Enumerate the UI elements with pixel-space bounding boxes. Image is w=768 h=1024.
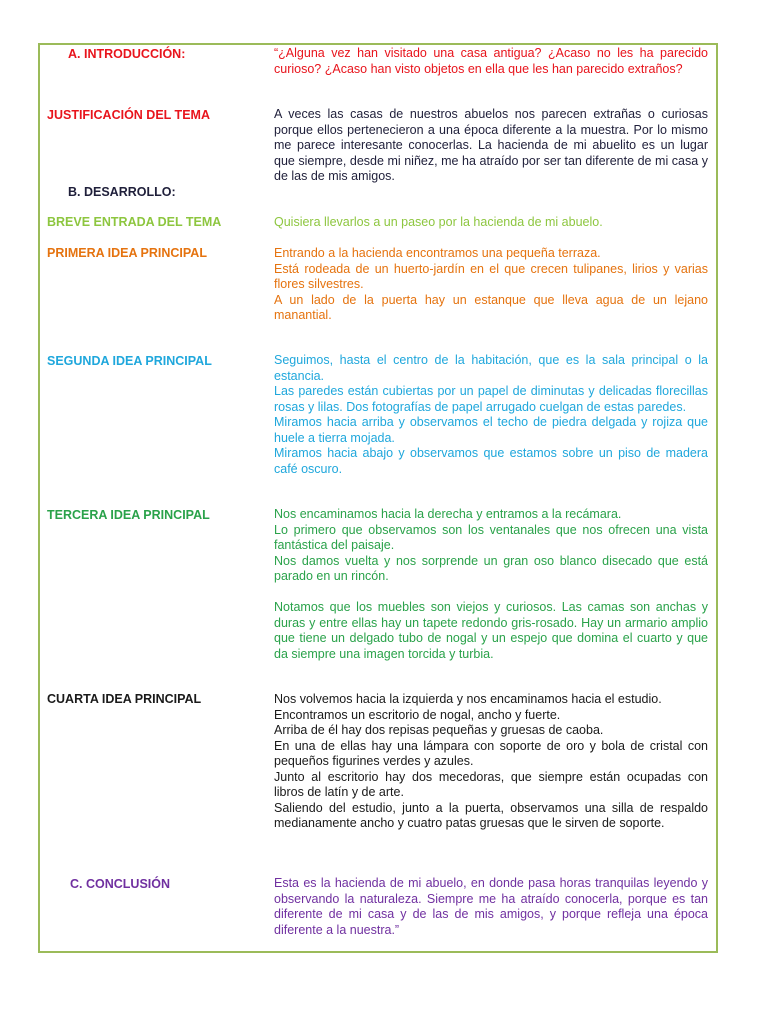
- text-breve-entrada: [274, 215, 708, 231]
- paragraph: Notamos que los muebles son viejos y curiosos. Las camas son anchas y duras y entre ellas hay un tapete redondo gris-rosado. Hay un armario amplio que tiene un delgado tubo de nogal y un espejo que domina el cuarto y que da siempre una imagen torcida y turbia.: [274, 600, 708, 661]
- paragraph: Junto al escritorio hay dos mecedoras, que siempre están ocupadas con libros de latín y de arte.: [274, 769, 708, 799]
- paragraph: A un lado de la puerta hay un estanque que lleva agua de un lejano manantial.: [274, 292, 708, 322]
- paragraph: Nos volvemos hacia la izquierda y nos encaminamos hacia el estudio.: [274, 692, 662, 706]
- paragraph: A veces las casas de nuestros abuelos nos parecen extrañas o curiosas porque ellos pertenecieron a una época diferente a la muestra. Por lo mismo me parece interesante conocerlas. La hacienda de mi abuelito es un lugar que siempre, desde mi niñez, me ha atraído por ser tan diferente de mi casa y de las de mis amigos.: [274, 107, 708, 183]
- paragraph: Nos encaminamos hacia la derecha y entramos a la recámara.: [274, 507, 622, 521]
- paragraph: Miramos hacia abajo y observamos que estamos sobre un piso de madera café oscuro.: [274, 446, 708, 476]
- text-conclusion: [274, 876, 708, 938]
- paragraph: Saliendo del estudio, junto a la puerta, observamos una silla de respaldo medianamente ancho y cuatro patas gruesas que le sirven de soporte.: [274, 800, 708, 830]
- paragraph: En una de ellas hay una lámpara con soporte de oro y bola de cristal con pequeños figurines verdes y azules.: [274, 738, 708, 768]
- paragraph: Las paredes están cubiertas por un papel de diminutas y delicadas florecillas rosas y lilas. Dos fotografías de papel arrugado cuelgan de estas paredes.: [274, 384, 708, 414]
- heading-tercera-idea: TERCERA IDEA PRINCIPAL: [47, 508, 210, 522]
- heading-justificacion: JUSTIFICACIÓN DEL TEMA: [47, 108, 210, 122]
- text-primera-idea: [274, 246, 708, 324]
- heading-cuarta-idea: CUARTA IDEA PRINCIPAL: [47, 692, 202, 706]
- heading-conclusion: C. CONCLUSIÓN: [70, 877, 170, 891]
- paragraph: Esta es la hacienda de mi abuelo, en donde pasa horas tranquilas leyendo y observando la naturaleza. Siempre me ha atraído conocerla, porque es tan diferente de mi casa y de las de mis amigos, y porque refleja una época diferente a la nuestra.”: [274, 876, 708, 937]
- paragraph: Entrando a la hacienda encontramos una pequeña terraza.: [274, 246, 601, 260]
- paragraph: Seguimos, hasta el centro de la habitación, que es la sala principal o la estancia.: [274, 353, 708, 383]
- text-tercera-idea: [274, 507, 708, 662]
- paragraph: Lo primero que observamos son los ventanales que nos ofrecen una vista fantástica del paisaje.: [274, 522, 708, 552]
- heading-desarrollo: B. DESARROLLO:: [68, 185, 176, 199]
- paragraph: Está rodeada de un huerto-jardín en el que crecen tulipanes, lirios y varias flores silvestres.: [274, 261, 708, 291]
- heading-introduccion: A. INTRODUCCIÓN:: [68, 47, 186, 61]
- heading-breve-entrada: BREVE ENTRADA DEL TEMA: [47, 215, 222, 229]
- text-justificacion: [274, 107, 708, 185]
- paragraph: Quisiera llevarlos a un paseo por la hacienda de mi abuelo.: [274, 215, 603, 229]
- paragraph: Arriba de él hay dos repisas pequeñas y gruesas de caoba.: [274, 723, 604, 737]
- heading-segunda-idea: SEGUNDA IDEA PRINCIPAL: [47, 354, 212, 368]
- paragraph: Miramos hacia arriba y observamos el techo de piedra delgada y rojiza que huele a tierra mojada.: [274, 415, 708, 445]
- paragraph: Encontramos un escritorio de nogal, ancho y fuerte.: [274, 707, 561, 722]
- paragraph: Nos damos vuelta y nos sorprende un gran oso blanco disecado que está parado en un rincón.: [274, 553, 708, 583]
- spacer: [274, 585, 708, 601]
- text-cuarta-idea: [274, 692, 708, 832]
- paragraph: “¿Alguna vez han visitado una casa antigua? ¿Acaso no les ha parecido curioso? ¿Acaso han visto objetos en ella que les han parecido extraños?: [274, 46, 708, 76]
- heading-primera-idea: PRIMERA IDEA PRINCIPAL: [47, 246, 207, 260]
- text-introduccion: [274, 46, 708, 77]
- text-segunda-idea: [274, 353, 708, 477]
